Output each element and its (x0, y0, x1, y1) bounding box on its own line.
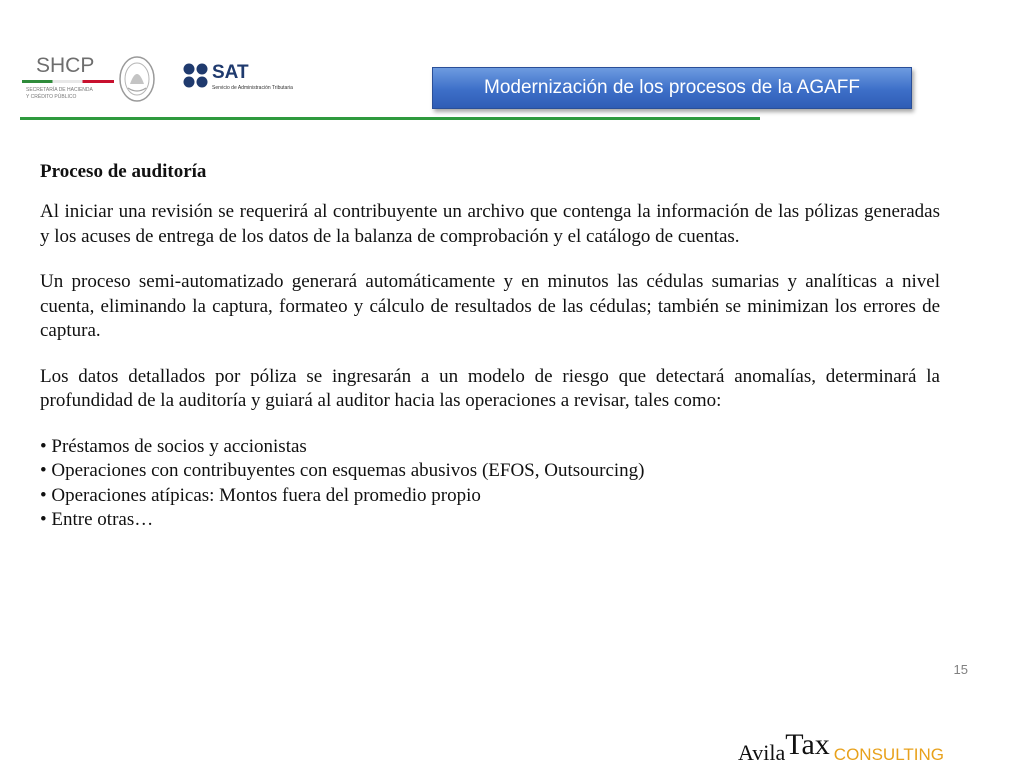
shcp-logo-line2: Y CRÉDITO PÚBLICO (26, 94, 77, 100)
page-number: 15 (953, 662, 968, 677)
paragraph-2: Un proceso semi-automatizado generará automáticamente y en minutos las cédulas sumarias y analíticas a nivel cuenta, eliminando la captura, formateo y cálculo de resultados de las cédulas; también se minimizan los errores de captura. (40, 271, 940, 341)
bullet-item: • Entre otras… (40, 508, 940, 533)
slide-content (40, 160, 940, 533)
sat-dots-icon (182, 62, 210, 94)
sat-logo-subtitle: Servicio de Administración Tributaria (212, 85, 293, 91)
shcp-logo-text: SHCP (36, 54, 95, 77)
bullet-item: • Operaciones atípicas: Montos fuera del promedio propio (40, 484, 940, 509)
shcp-color-bar (22, 80, 114, 83)
bullet-item: • Operaciones con contribuyentes con esquemas abusivos (EFOS, Outsourcing) (40, 459, 940, 484)
brand-logo (738, 728, 944, 768)
paragraph-1: Al iniciar una revisión se requerirá al contribuyente un archivo que contenga la información de las pólizas generadas y los acuses de entrega de los datos de la balanza de comprobación y el catálogo de cuentas. (40, 201, 940, 247)
mexican-seal-icon (118, 54, 156, 104)
shcp-logo-line1: SECRETARÍA DE HACIENDA (26, 87, 93, 93)
brand-consulting: CONSULTING (833, 745, 944, 764)
header-logos (22, 50, 342, 114)
brand-avila: Avila (738, 740, 786, 765)
slide-title-banner: Modernización de los procesos de la AGAFF (432, 67, 912, 109)
section-heading: Proceso de auditoría (40, 161, 207, 182)
header-divider (20, 117, 760, 120)
bullet-list (40, 435, 940, 533)
sat-logo-text: SAT (212, 62, 249, 83)
shcp-logo (22, 54, 114, 110)
bullet-item: • Préstamos de socios y accionistas (40, 435, 940, 460)
brand-tax: Tax (785, 728, 830, 761)
sat-logo (182, 60, 352, 100)
paragraph-3: Los datos detallados por póliza se ingresarán a un modelo de riesgo que detectará anomalías, determinará la profundidad de la auditoría y guiará al auditor hacia las operaciones a revisar, tales como: (40, 365, 940, 411)
